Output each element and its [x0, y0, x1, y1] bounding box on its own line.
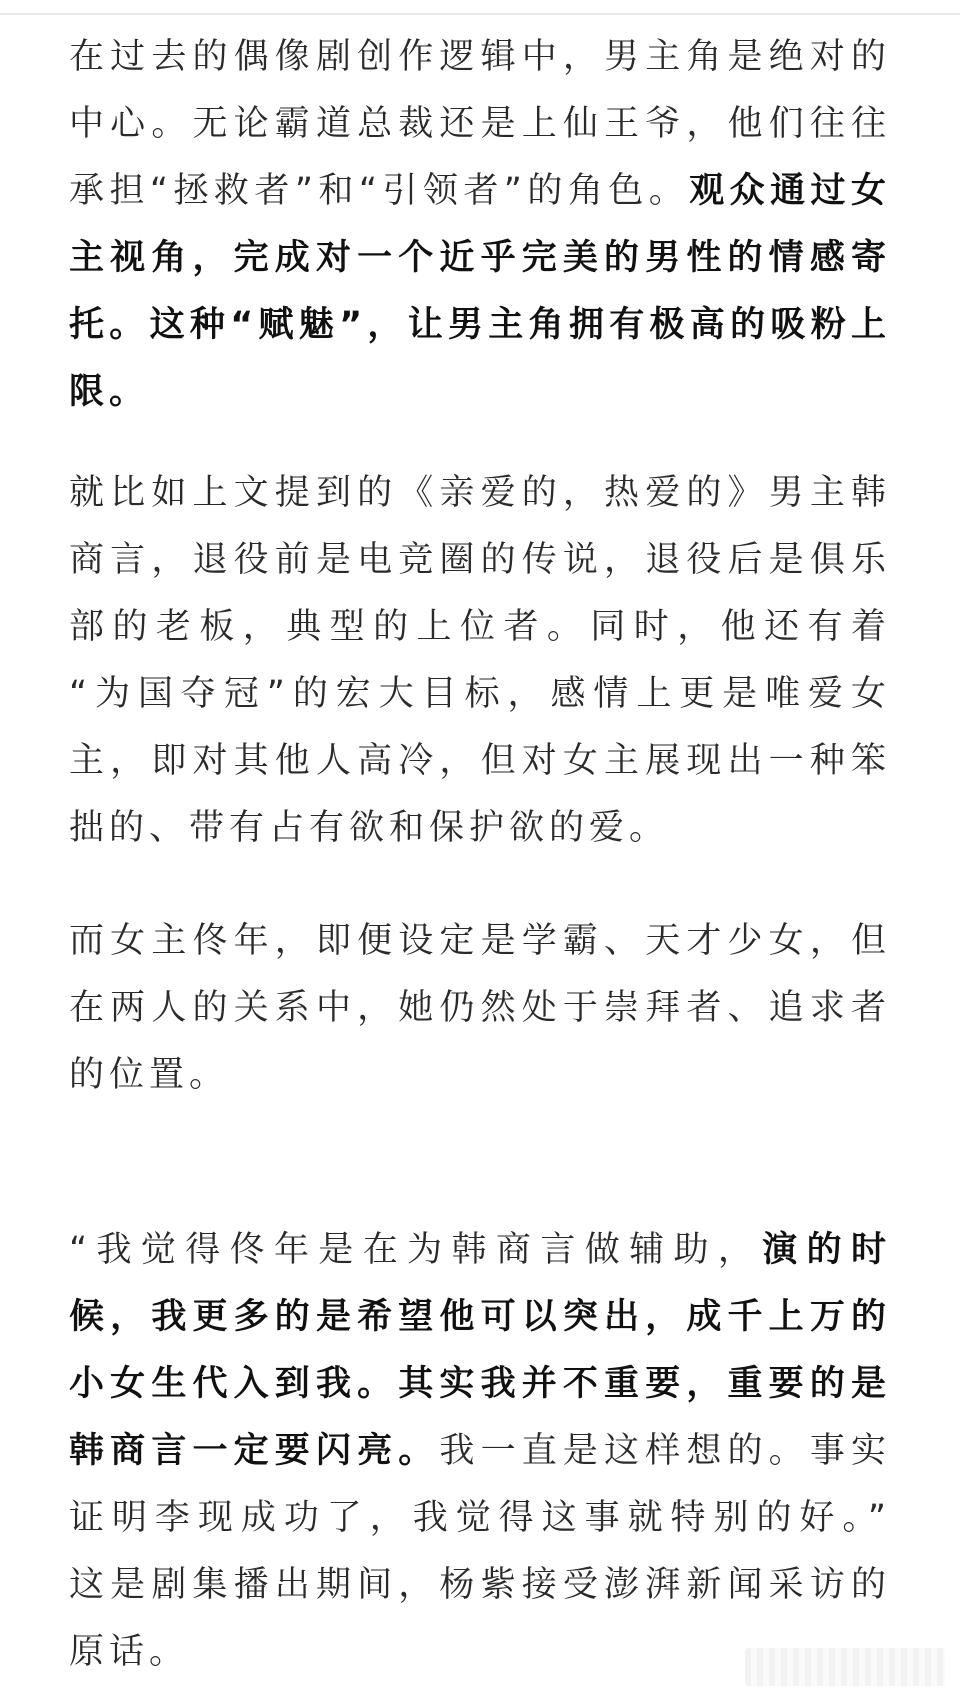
bold-text: 韩商言一定要闪亮。: [69, 1431, 440, 1471]
bold-text: 演的时: [762, 1230, 891, 1270]
text-line: [69, 594, 891, 661]
body-text: 原话。: [69, 1632, 190, 1672]
top-divider: [0, 13, 960, 15]
body-text: 这是剧集播出期间，杨紫接受澎湃新闻采访的: [69, 1565, 891, 1605]
body-text: 在过去的偶像剧创作逻辑中，男主角是绝对的: [69, 37, 891, 77]
body-text: 在两人的关系中，她仍然处于崇拜者、追求者: [69, 988, 891, 1028]
text-line: [69, 292, 891, 359]
text-line: [69, 1418, 891, 1485]
body-text: 的位置。: [69, 1055, 230, 1095]
paragraph-han-shangyan: [69, 460, 891, 862]
body-text: 承担“拯救者”和“引领者”的角色。: [69, 171, 690, 211]
paragraph-yang-zi-quote: [69, 1217, 891, 1686]
bold-text: 主视角，完成对一个近乎完美的男性的情感寄: [69, 238, 891, 278]
text-line: [69, 158, 891, 225]
bold-text: 观众通过女: [689, 171, 891, 211]
text-line: [69, 1284, 891, 1351]
bold-text: 小女生代入到我。其实我并不重要，重要的是: [69, 1364, 891, 1404]
body-text: 拙的、带有占有欲和保护欲的爱。: [69, 808, 670, 848]
text-line: [69, 1552, 891, 1619]
body-text: 而女主佟年，即便设定是学霸、天才少女，但: [69, 921, 891, 961]
body-text: 证明李现成功了，我觉得这事就特别的好。”: [69, 1498, 891, 1538]
body-text: 商言，退役前是电竞圈的传说，退役后是俱乐: [69, 540, 891, 580]
body-text: “为国夺冠”的宏大目标，感情上更是唯爱女: [69, 674, 891, 714]
text-line: [69, 460, 891, 527]
body-text: 就比如上文提到的《亲爱的，热爱的》男主韩: [69, 473, 891, 513]
text-line: [69, 1042, 891, 1109]
body-text: “我觉得佟年是在为韩商言做辅助，: [69, 1230, 763, 1270]
body-text: 主，即对其他人高冷，但对女主展现出一种笨: [69, 741, 891, 781]
paragraph-tong-nian: [69, 908, 891, 1109]
text-line: [69, 975, 891, 1042]
text-line: [69, 24, 891, 91]
body-text: 部的老板，典型的上位者。同时，他还有着: [69, 607, 891, 647]
text-line: [69, 1485, 891, 1552]
watermark-image: [745, 1648, 945, 1686]
text-line: [69, 795, 891, 862]
text-line: [69, 91, 891, 158]
bold-text: 限。: [69, 372, 150, 412]
text-line: [69, 1351, 891, 1418]
paragraph-idol-drama-logic: [69, 24, 891, 426]
body-text: 我一直是这样想的。事实: [439, 1431, 891, 1471]
bold-text: 托。这种“赋魅”，让男主角拥有极高的吸粉上: [69, 305, 891, 345]
text-line: [69, 359, 891, 426]
text-line: [69, 661, 891, 728]
text-line: [69, 908, 891, 975]
text-line: [69, 527, 891, 594]
body-text: 中心。无论霸道总裁还是上仙王爷，他们往往: [69, 104, 891, 144]
text-line: [69, 728, 891, 795]
bold-text: 候，我更多的是希望他可以突出，成千上万的: [69, 1297, 891, 1337]
text-line: [69, 1217, 891, 1284]
text-line: [69, 225, 891, 292]
